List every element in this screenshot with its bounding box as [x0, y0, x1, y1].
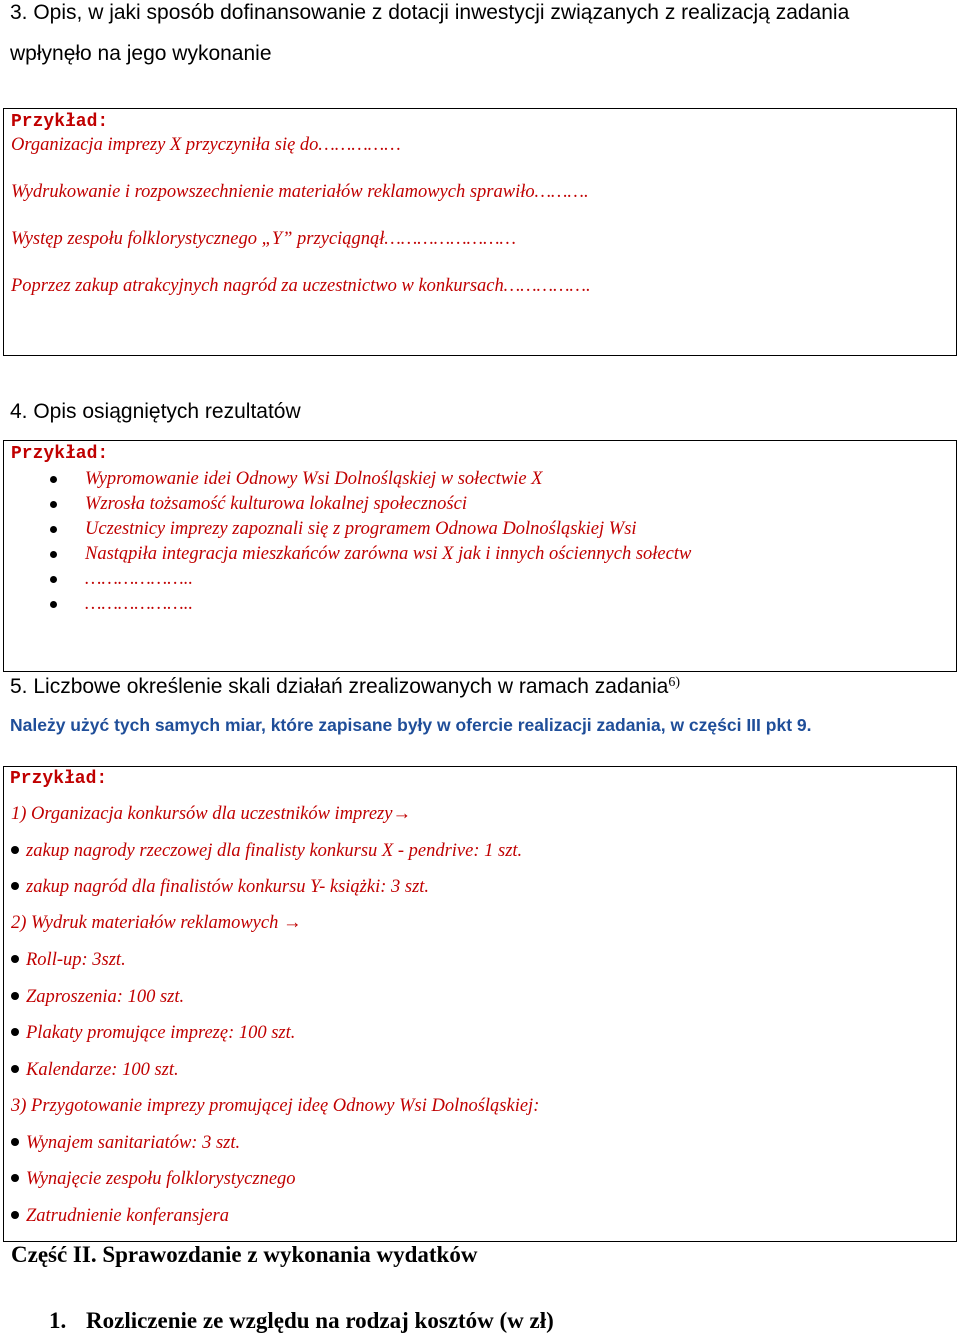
quantity-item: [11, 1022, 295, 1044]
quantity-item-text: Roll-up: 3szt.: [26, 950, 126, 970]
section-3-heading-line1: 3. Opis, w jaki sposób dofinansowanie z dotacji inwestycji związanych z realizacją zadania: [10, 1, 850, 24]
example-line: Wydrukowanie i rozpowszechnienie materiałów reklamowych sprawiło……….: [11, 182, 589, 202]
bullet-icon: [11, 1174, 19, 1182]
bullet-icon: [11, 1138, 19, 1146]
item-heading-text: 2) Wydruk materiałów reklamowych: [11, 913, 279, 933]
example-line: Poprzez zakup atrakcyjnych nagród za uczestnictwo w konkursach…………….: [11, 276, 591, 296]
quantity-item-text: zakup nagród dla finalistów konkursu Y- książki: 3 szt.: [26, 877, 430, 897]
footnote-marker: 6): [668, 675, 681, 690]
result-item: Wypromowanie idei Odnowy Wsi Dolnośląskiej w sołectwie X: [85, 469, 543, 489]
section-5-heading: [10, 674, 680, 700]
part-2-subheading: Rozliczenie ze względu na rodzaj kosztów (w zł): [86, 1308, 554, 1333]
quantity-item-text: zakup nagrody rzeczowej dla finalisty konkursu X - pendrive: 1 szt.: [26, 841, 523, 861]
bullet-icon: [11, 1065, 19, 1073]
section-3-heading-line2: wpłynęło na jego wykonanie: [10, 42, 272, 65]
quantity-item-text: Zatrudnienie konferansjera: [26, 1206, 229, 1226]
result-item: Uczestnicy imprezy zapoznali się z programem Odnowa Dolnośląskiej Wsi: [85, 519, 637, 539]
quantity-item-text: Zaproszenia: 100 szt.: [26, 987, 185, 1007]
bullet-icon: [11, 955, 19, 963]
item-heading-text: 3) Przygotowanie imprezy promującej ideę Odnowy Wsi Dolnośląskiej:: [11, 1096, 540, 1116]
quantity-item-text: Kalendarze: 100 szt.: [26, 1060, 179, 1080]
bullet-icon: [11, 846, 19, 854]
quantity-item: [11, 840, 522, 862]
section-3-example-box: [3, 108, 957, 356]
example-label: Przykład:: [11, 444, 109, 464]
quantity-item: [11, 1205, 229, 1227]
result-item: Nastąpiła integracja mieszkańców zarówna wsi X jak i innych ościennych sołectw: [85, 544, 692, 564]
result-item: Wzrosła tożsamość kulturowa lokalnej społeczności: [85, 494, 467, 514]
bullet-icon: [50, 601, 57, 608]
bullet-icon: [50, 576, 57, 583]
item-heading: [11, 912, 301, 934]
section-5-heading-text: 5. Liczbowe określenie skali działań zrealizowanych w ramach zadania: [10, 675, 669, 698]
quantity-item: [11, 1168, 296, 1190]
arrow-right-icon: →: [392, 804, 411, 824]
quantity-item: [11, 1059, 179, 1081]
bullet-icon: [50, 551, 57, 558]
result-item: ………………..: [85, 594, 193, 614]
quantity-item-text: Plakaty promujące imprezę: 100 szt.: [26, 1023, 296, 1043]
quantity-item-text: Wynajęcie zespołu folklorystycznego: [26, 1169, 296, 1189]
bullet-icon: [11, 1028, 19, 1036]
example-label: Przykład:: [10, 769, 108, 789]
item-heading-text: 1) Organizacja konkursów dla uczestników imprezy: [11, 804, 393, 824]
quantity-item: [11, 986, 184, 1008]
example-label: Przykład:: [11, 112, 109, 132]
part-2-heading: Część II. Sprawozdanie z wykonania wydatków: [11, 1242, 478, 1267]
bullet-icon: [11, 992, 19, 1000]
section-4-example-box: [3, 440, 957, 672]
quantity-item-text: Wynajem sanitariatów: 3 szt.: [26, 1133, 241, 1153]
result-item: ………………..: [85, 569, 193, 589]
bullet-icon: [50, 476, 57, 483]
example-line: Występ zespołu folklorystycznego „Y” przyciągnął……………………: [11, 229, 517, 249]
part-2-subheading-number: 1.: [49, 1308, 67, 1333]
section-4-heading: 4. Opis osiągniętych rezultatów: [10, 400, 301, 423]
quantity-item: [11, 949, 126, 971]
item-heading: [11, 803, 411, 825]
quantity-item: [11, 1132, 240, 1154]
bullet-icon: [50, 501, 57, 508]
measure-note: Należy użyć tych samych miar, które zapisane były w ofercie realizacji zadania, w części III pkt 9.: [10, 715, 812, 735]
arrow-right-icon: →: [282, 913, 302, 933]
bullet-icon: [11, 882, 19, 890]
quantity-item: [11, 876, 429, 898]
example-line: Organizacja imprezy X przyczyniła się do……………: [11, 135, 401, 155]
item-heading: [11, 1095, 539, 1117]
bullet-icon: [11, 1211, 19, 1219]
bullet-icon: [50, 526, 57, 533]
